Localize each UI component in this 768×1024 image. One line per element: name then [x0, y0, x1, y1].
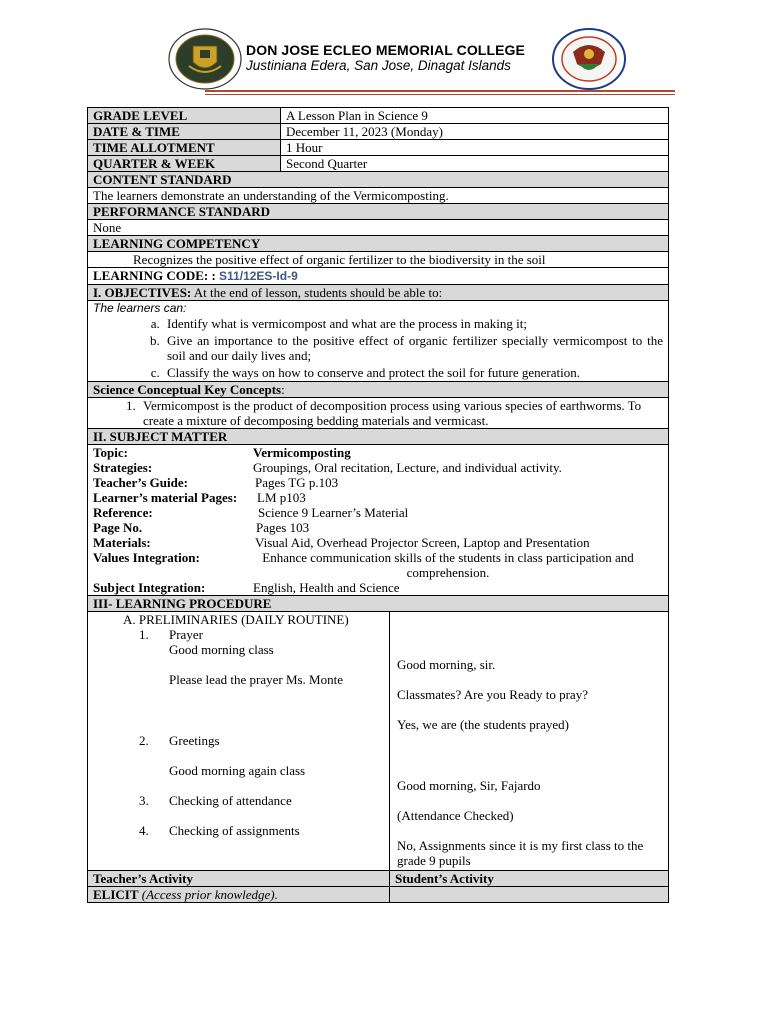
sm-row-page-no [93, 520, 663, 535]
sm-label: Subject Integration: [93, 580, 206, 595]
grade-level-value: A Lesson Plan in Science 9 [281, 108, 669, 124]
sm-label: Learner’s material Pages: [93, 490, 238, 505]
key-concepts-list [93, 398, 663, 428]
sm-value: Visual Aid, Overhead Projector Screen, Laptop and Presentation [255, 535, 590, 550]
key-concepts-colon: : [281, 382, 285, 397]
key-concepts-heading: Science Conceptual Key Concepts [93, 382, 282, 397]
step-number: 4. [139, 823, 149, 838]
sm-value: Science 9 Learner’s Material [258, 505, 409, 520]
elicit-row [88, 887, 390, 903]
content-standard-heading: CONTENT STANDARD [88, 172, 669, 188]
sm-value: Pages 103 [256, 520, 310, 535]
step-assignments [139, 823, 384, 838]
teacher-activity-cell [88, 612, 390, 871]
sm-label: Values Integration: [93, 550, 200, 565]
objectives-intro: At the end of lesson, students should be able to: [193, 285, 443, 300]
step-spacer [169, 657, 384, 672]
objective-item: a. Identify what is vermicompost and what are the process in making it; [163, 316, 663, 331]
elicit-note: (Access prior knowledge). [141, 887, 278, 902]
student-line: Good morning, sir. [397, 657, 496, 672]
sm-value: Pages TG p.103 [255, 475, 339, 490]
step-line: Good morning again class [169, 763, 306, 778]
quarter-value: Second Quarter [281, 156, 669, 172]
quarter-label: QUARTER & WEEK [88, 156, 281, 172]
sm-value: LM p103 [257, 490, 306, 505]
spacer [397, 672, 663, 687]
sm-label: Strategies: [93, 460, 153, 475]
step-number: 3. [139, 793, 149, 808]
objectives-lead: The learners can: [93, 301, 187, 315]
sm-label: Teacher’s Guide: [93, 475, 188, 490]
teacher-education-logo [551, 28, 627, 90]
step-attendance [139, 793, 384, 808]
sm-row-reference [93, 505, 663, 520]
subject-matter-heading: II. SUBJECT MATTER [88, 429, 669, 445]
spacer [397, 823, 663, 838]
sm-value: English, Health and Science [253, 580, 400, 595]
performance-standard-heading: PERFORMANCE STANDARD [88, 204, 669, 220]
sm-label: Reference: [93, 505, 153, 520]
sm-row-materials [93, 535, 663, 550]
spacer [397, 732, 663, 778]
procedure-heading: III- LEARNING PROCEDURE [88, 596, 669, 612]
learning-code-value: S11/12ES-Id-9 [219, 269, 298, 283]
step-title: Prayer [169, 627, 203, 642]
sm-value: Vermicomposting [253, 445, 351, 460]
step-line: Good morning class [169, 642, 274, 657]
subject-matter-body [88, 445, 669, 596]
content-standard-text: The learners demonstrate an understanding of the Vermicomposting. [88, 188, 669, 204]
sm-label: Topic: [93, 445, 128, 460]
grade-level-label: GRADE LEVEL [88, 108, 281, 124]
step-number: 1. [139, 627, 149, 642]
spacer [397, 612, 663, 657]
sm-value: Enhance communication skills of the students in class participation and comprehension. [262, 550, 634, 580]
college-seal-logo [167, 28, 243, 90]
student-line: Classmates? Are you Ready to pray? [397, 687, 588, 702]
header-rule [205, 90, 675, 92]
time-label: TIME ALLOTMENT [88, 140, 281, 156]
step-spacer [169, 748, 384, 763]
elicit-student-cell [390, 887, 669, 903]
step-number: 2. [139, 733, 149, 748]
competency-heading: LEARNING COMPETENCY [88, 236, 669, 252]
student-line: Good morning, Sir, Fajardo [397, 778, 541, 793]
student-activity-header: Student’s Activity [390, 871, 669, 887]
objectives-heading-row [88, 285, 669, 301]
sm-label: Page No. [93, 520, 143, 535]
sm-row-values-integration [93, 550, 663, 580]
step-title: Checking of attendance [169, 793, 292, 808]
step-prayer [139, 627, 384, 687]
sm-row-topic [93, 445, 663, 460]
step-title: Greetings [169, 733, 220, 748]
sm-row-strategies [93, 460, 663, 475]
elicit-label: ELICIT [93, 887, 139, 902]
key-concepts-heading-row [88, 382, 669, 398]
spacer [93, 778, 384, 793]
student-line: (Attendance Checked) [397, 808, 514, 823]
learning-code-label: LEARNING CODE: : [93, 268, 216, 283]
spacer [93, 687, 384, 733]
step-line: Please lead the prayer Ms. Monte [169, 672, 344, 687]
step-greetings [139, 733, 384, 778]
sm-row-teachers-guide [93, 475, 663, 490]
teacher-activity-header: Teacher’s Activity [88, 871, 390, 887]
key-concepts-body [88, 398, 669, 429]
performance-standard-text: None [88, 220, 669, 236]
sm-value: Groupings, Oral recitation, Lecture, and individual activity. [253, 460, 562, 475]
student-activity-cell [390, 612, 669, 871]
objectives-heading: I. OBJECTIVES: [93, 285, 192, 300]
spacer [397, 702, 663, 717]
header-rule-thin [205, 94, 675, 95]
objectives-list [93, 316, 663, 380]
student-line: Yes, we are (the students prayed) [397, 717, 569, 732]
sm-label: Materials: [93, 535, 151, 550]
objective-item: c. Classify the ways on how to conserve and protect the soil for future generation. [163, 365, 663, 380]
college-address: Justiniana Edera, San Jose, Dinagat Islands [246, 58, 511, 73]
key-concept-item: 1. Vermicompost is the product of decomposition process using various species of earthworms. To create a mixture of decomposing bedding materials and vermicast. [139, 398, 663, 428]
lesson-plan-table [87, 107, 669, 903]
date-value: December 11, 2023 (Monday) [281, 124, 669, 140]
learning-code-row [88, 268, 669, 285]
date-label: DATE & TIME [88, 124, 281, 140]
college-name: DON JOSE ECLEO MEMORIAL COLLEGE [246, 42, 525, 58]
competency-text: Recognizes the positive effect of organic fertilizer to the biodiversity in the soil [88, 252, 669, 268]
preliminaries-heading: A. PRELIMINARIES (DAILY ROUTINE) [123, 612, 349, 627]
sm-row-subject-integration [93, 580, 663, 595]
objective-item: b. Give an importance to the positive effect of organic fertilizer specially vermicompost to the soil and our daily lives and; [163, 333, 663, 363]
spacer [397, 793, 663, 808]
document-header [0, 0, 768, 100]
spacer [93, 808, 384, 823]
student-line: No, Assignments since it is my first class to the grade 9 pupils [397, 838, 644, 868]
step-title: Checking of assignments [169, 823, 300, 838]
objectives-body [88, 301, 669, 382]
sm-row-learners-material [93, 490, 663, 505]
time-value: 1 Hour [281, 140, 669, 156]
